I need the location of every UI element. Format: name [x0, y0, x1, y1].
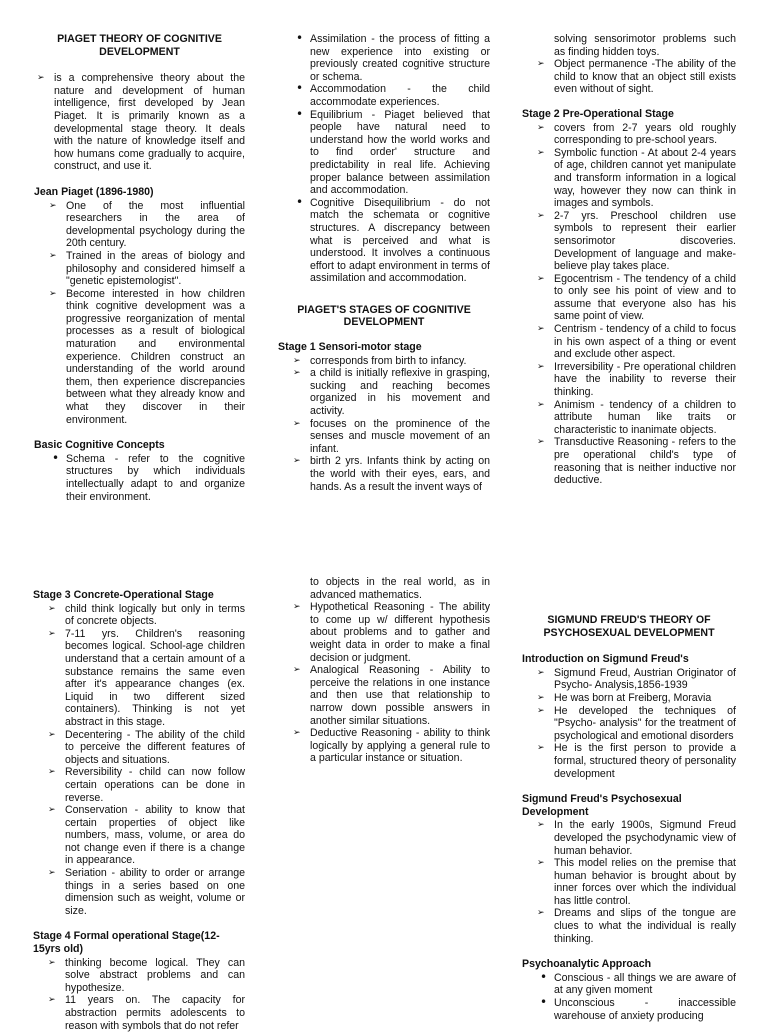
list-item: ➢ is a comprehensive theory about the nature and development of human intelligence, first developed by Jean Piaget. It is primarily known as a developmental stage theory. It deals with the nature of knowledge itself and how humans come gradually to acquire, construct, and use it.: [34, 72, 245, 173]
list-item: ➢ child think logically but only in terms of concrete objects.: [45, 603, 245, 628]
basic-concepts-list: [46, 453, 245, 503]
list-item: • Conscious - all things we are aware of at any given moment: [534, 972, 736, 997]
list-item: ➢ He was born at Freiberg, Moravia: [534, 692, 736, 705]
stage2-heading: Stage 2 Pre-Operational Stage: [522, 107, 674, 120]
list-item: ➢ Centrism - tendency of a child to focus in his own aspect of a thing or event and exclude other aspect.: [534, 323, 736, 361]
stages-title: PIAGET'S STAGES OF COGNITIVE DEVELOPMENT: [297, 303, 471, 329]
list-item: ➢ a child is initially reflexive in grasping, sucking and reaching becomes organized in his movement and activity.: [290, 367, 490, 417]
freud-title: SIGMUND FREUD'S THEORY OF PSYCHOSEXUAL DEVELOPMENT: [543, 614, 715, 639]
psychoanalytic-list: [534, 972, 736, 1022]
list-item: ➢ Egocentrism - The tendency of a child to only see his point of view and to assume that everyone also has his same point of view.: [534, 273, 736, 323]
list-item: ➢ This model relies on the premise that human behavior is brought about by inner forces over which the individual has little control.: [534, 857, 736, 907]
list-item: ➢ Object permanence -The ability of the child to know that an object still exists even without of sight.: [534, 58, 736, 96]
list-item: ➢ Transductive Reasoning - refers to the pre operational child's type of reasoning that is neither inductive nor deductive.: [534, 436, 736, 486]
column-6: [522, 614, 736, 1022]
list-item: ➢ Sigmund Freud, Austrian Originator of Psycho- Analysis,1856-1939: [534, 667, 736, 692]
list-item: • Cognitive Disequilibrium - do not match the schemata or cognitive structures. A discrepancy between what is perceived and what is understood. It involves a continuous effort to adapt environment in terms of assimilation and accommodation.: [290, 197, 490, 285]
list-item: ➢ corresponds from birth to infancy.: [290, 355, 490, 368]
stage1-more-list: [534, 58, 736, 96]
list-item: ➢ Symbolic function - At about 2-4 years of age, children cannot yet manipulate and transform information in a logical way, however they now can think in images and symbols.: [534, 147, 736, 210]
list-item: ➢ Decentering - The ability of the child to perceive the different features of objects and situations.: [45, 729, 245, 767]
column-4: [33, 589, 245, 1032]
list-item: • Unconscious - inaccessible warehouse of anxiety producing: [534, 997, 736, 1022]
list-item: ➢ He is the first person to provide a formal, structured theory of personality development: [534, 742, 736, 780]
stage4-continuation: to objects in the real world, as in advanced mathematics.: [310, 576, 490, 601]
cognitive-concepts-list: [290, 33, 490, 285]
freud-intro-list: [534, 667, 736, 780]
stage4-list: [45, 957, 245, 1032]
list-item: ➢ birth 2 yrs. Infants think by acting on the world with their eyes, ears, and hands. As a result the invent ways of: [290, 455, 490, 493]
list-item: ➢ Dreams and slips of the tongue are clues to what the individual is really thinking.: [534, 907, 736, 945]
list-item: ➢ Become interested in how children think cognitive development was a progressive reorganization of mental processes as a result of biological maturation and environmental experience. Children construct an understanding of the world around them, then experience discrepancies between what they already know and what they discover in their environment.: [46, 288, 245, 427]
basic-concepts-heading: Basic Cognitive Concepts: [34, 439, 165, 452]
list-item: ➢ Trained in the areas of biology and philosophy and considered himself a "genetic epistemologist".: [46, 250, 245, 288]
list-item: • Assimilation - the process of fitting a new experience into existing or previously created cognitive structure or schema.: [290, 33, 490, 83]
list-item: ➢ He developed the techniques of "Psycho- analysis" for the treatment of psychological and emotional disorders: [534, 705, 736, 743]
stage3-heading: Stage 3 Concrete-Operational Stage: [33, 589, 214, 601]
list-item: • Schema - refer to the cognitive structures by which individuals intellectually adapt to and organize their environment.: [46, 453, 245, 503]
list-item: • Accommodation - the child accommodate experiences.: [290, 83, 490, 108]
stage1-continuation: solving sensorimotor problems such as finding hidden toys.: [554, 33, 736, 58]
list-item: ➢ focuses on the prominence of the senses and muscle movement of an infant.: [290, 418, 490, 456]
piaget-title: PIAGET THEORY OF COGNITIVE DEVELOPMENT: [57, 33, 222, 58]
psychoanalytic-heading: Psychoanalytic Approach: [522, 958, 652, 971]
list-item: ➢ One of the most influential researchers in the area of developmental psychology during the 20th century.: [46, 200, 245, 250]
list-item: ➢ 11 years on. The capacity for abstraction permits adolescents to reason with symbols that do not refer: [45, 994, 245, 1032]
list-item: ➢ thinking become logical. They can solve abstract problems and can hypothesize.: [45, 957, 245, 995]
column-1: [34, 33, 245, 503]
list-item: • Equilibrium - Piaget believed that people have natural need to understand how the world works and to find order' structure and predictability in real life. Achieving proper balance between assimilation and accommodation.: [290, 109, 490, 197]
stage1-list: [290, 355, 490, 494]
list-item: ➢ In the early 1900s, Sigmund Freud developed the psychodynamic view of human behavior.: [534, 819, 736, 857]
column-2: [278, 33, 490, 493]
psychosexual-list: [534, 819, 736, 945]
list-item: ➢ Deductive Reasoning - ability to think logically by applying a general rule to a particular instance or situation.: [290, 727, 490, 765]
list-item: ➢ Hypothetical Reasoning - The ability to come up w/ different hypothesis about problems and to gather and weight data in order to make a final decision or judgment.: [290, 601, 490, 664]
list-item: ➢ Irreversibility - Pre operational children have the inability to reverse their thinking.: [534, 361, 736, 399]
stage2-list: [534, 122, 736, 487]
column-3: [522, 33, 736, 487]
stage1-heading: Stage 1 Sensori-motor stage: [278, 341, 422, 354]
list-item: ➢ Animism - tendency of a children to attribute human like traits or characteristic to inanimate objects.: [534, 399, 736, 437]
list-item: ➢ 7-11 yrs. Children's reasoning becomes logical. School-age children understand that a certain amount of a substance remains the same even after it's appearance changes (ex. Liquid in two different sized containers). Thinking is not yet abstract in this stage.: [45, 628, 245, 729]
list-item: ➢ Conservation - ability to know that certain properties of object like numbers, mass, volume, or area do not change even if there is a change in appearance.: [45, 804, 245, 867]
list-item: ➢ Seriation - ability to order or arrange things in a series based on one dimension such as weight, volume or size.: [45, 867, 245, 917]
stage4-more-list: [290, 601, 490, 765]
piaget-bio-list: [46, 200, 245, 427]
stage4-heading: Stage 4 Formal operational Stage(12-15yrs old): [33, 930, 220, 956]
list-item: ➢ 2-7 yrs. Preschool children use symbols to represent their earlier sensorimotor discoveries. Development of language and make-believe play takes place.: [534, 210, 736, 273]
list-item: ➢ Reversibility - child can now follow certain operations can be done in reverse.: [45, 766, 245, 804]
list-item: ➢ Analogical Reasoning - Ability to perceive the relations in one instance and then use that relationship to narrow down possible answers in another similar situations.: [290, 664, 490, 727]
column-5: [278, 576, 490, 765]
stage3-list: [45, 603, 245, 918]
piaget-intro-list: [34, 72, 245, 173]
list-item: ➢ covers from 2-7 years old roughly corresponding to pre-school years.: [534, 122, 736, 147]
freud-intro-heading: Introduction on Sigmund Freud's: [522, 653, 689, 666]
piaget-bio-heading: Jean Piaget (1896-1980): [34, 185, 154, 198]
psychosexual-heading: Sigmund Freud's Psychosexual Development: [522, 793, 682, 818]
